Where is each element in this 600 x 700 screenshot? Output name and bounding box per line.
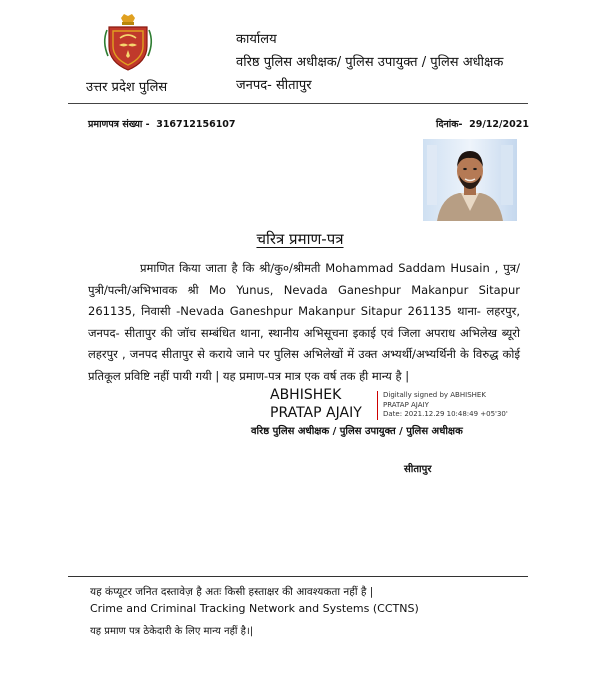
digital-signature-name: PRATAP AJAIY — [383, 400, 429, 409]
department-name: उत्तर प्रदेश पुलिस — [86, 80, 168, 95]
digital-signature-date: Date: 2021.12.29 10:48:49 +05'30' — [383, 410, 508, 418]
police-emblem-icon — [100, 12, 156, 74]
certificate-title: चरित्र प्रमाण-पत्र — [256, 230, 344, 248]
certificate-number — [88, 117, 236, 130]
footer-divider — [68, 576, 528, 577]
digital-signature-by: Digitally signed by ABHISHEK — [383, 391, 486, 399]
up-police-emblem — [100, 12, 156, 74]
digital-signature-stamp — [377, 391, 508, 420]
certificate-date-value: 29/12/2021 — [469, 119, 529, 130]
certificate-number-value: 316712156107 — [156, 119, 236, 130]
office-designation-line: वरिष्ठ पुलिस अधीक्षक/ पुलिस उपायुक्त / पुलिस अधीक्षक — [236, 55, 504, 70]
district-line: जनपद- सीतापुर — [236, 78, 312, 93]
certificate-number-label: प्रमाणपत्र संख्या - — [88, 119, 150, 130]
signatory-name — [270, 386, 362, 422]
signatory-designation: वरिष्ठ पुलिस अधीक्षक / पुलिस उपायुक्त / पुलिस अधीक्षक — [251, 426, 463, 437]
office-address-block — [236, 28, 503, 97]
footer-computer-generated-note: यह कंप्यूटर जनित दस्तावेज़ है अतः किसी हस्ताक्षर की आवश्यकता नहीं है | — [90, 586, 374, 598]
header-divider — [68, 103, 528, 104]
footer-validity-note: यह प्रमाण पत्र ठेकेदारी के लिए मान्य नहीं है।| — [90, 626, 254, 637]
certificate-body-text: प्रमाणित किया जाता है कि श्री/कु०/श्रीमती Mohammad Saddam Husain , पुत्र/पुत्री/पत्नी/अभिभावक श्री Mo Yunus, Nevada Ganeshpur Makanpur Sitapur 261135, निवासी -Nevada Ganeshpur Makanpur Sitapur 261135 थाना- लहरपुर, जनपद- सीतापुर की जॉच सम्बंधित थाना, स्थानीय अभिसूचना इकाई एवं जिला अपराध अभिलेख ब्यूरो लहरपुर , जनपद सीतापुर से कराये जाने पर पुलिस अभिलेखों में उक्त अभ्यर्थी/अभ्यर्थिनी के विरुद्ध कोई प्रतिकूल प्रविष्टि नहीं पायी गयी | यह प्रमाण-पत्र मात्र एक वर्ष तक ही मान्य है | — [88, 261, 520, 383]
certificate-date-label: दिनांक- — [436, 119, 463, 130]
signatory-place: सीतापुर — [404, 464, 432, 475]
office-line: कार्यालय — [236, 32, 277, 47]
signatory-last-name: PRATAP AJAIY — [270, 405, 362, 421]
signatory-first-name: ABHISHEK — [270, 387, 342, 403]
footer-cctns-name: Crime and Criminal Tracking Network and Systems (CCTNS) — [90, 602, 419, 615]
certificate-body — [88, 258, 520, 387]
certificate-date — [436, 117, 529, 130]
applicant-photo — [423, 139, 517, 221]
